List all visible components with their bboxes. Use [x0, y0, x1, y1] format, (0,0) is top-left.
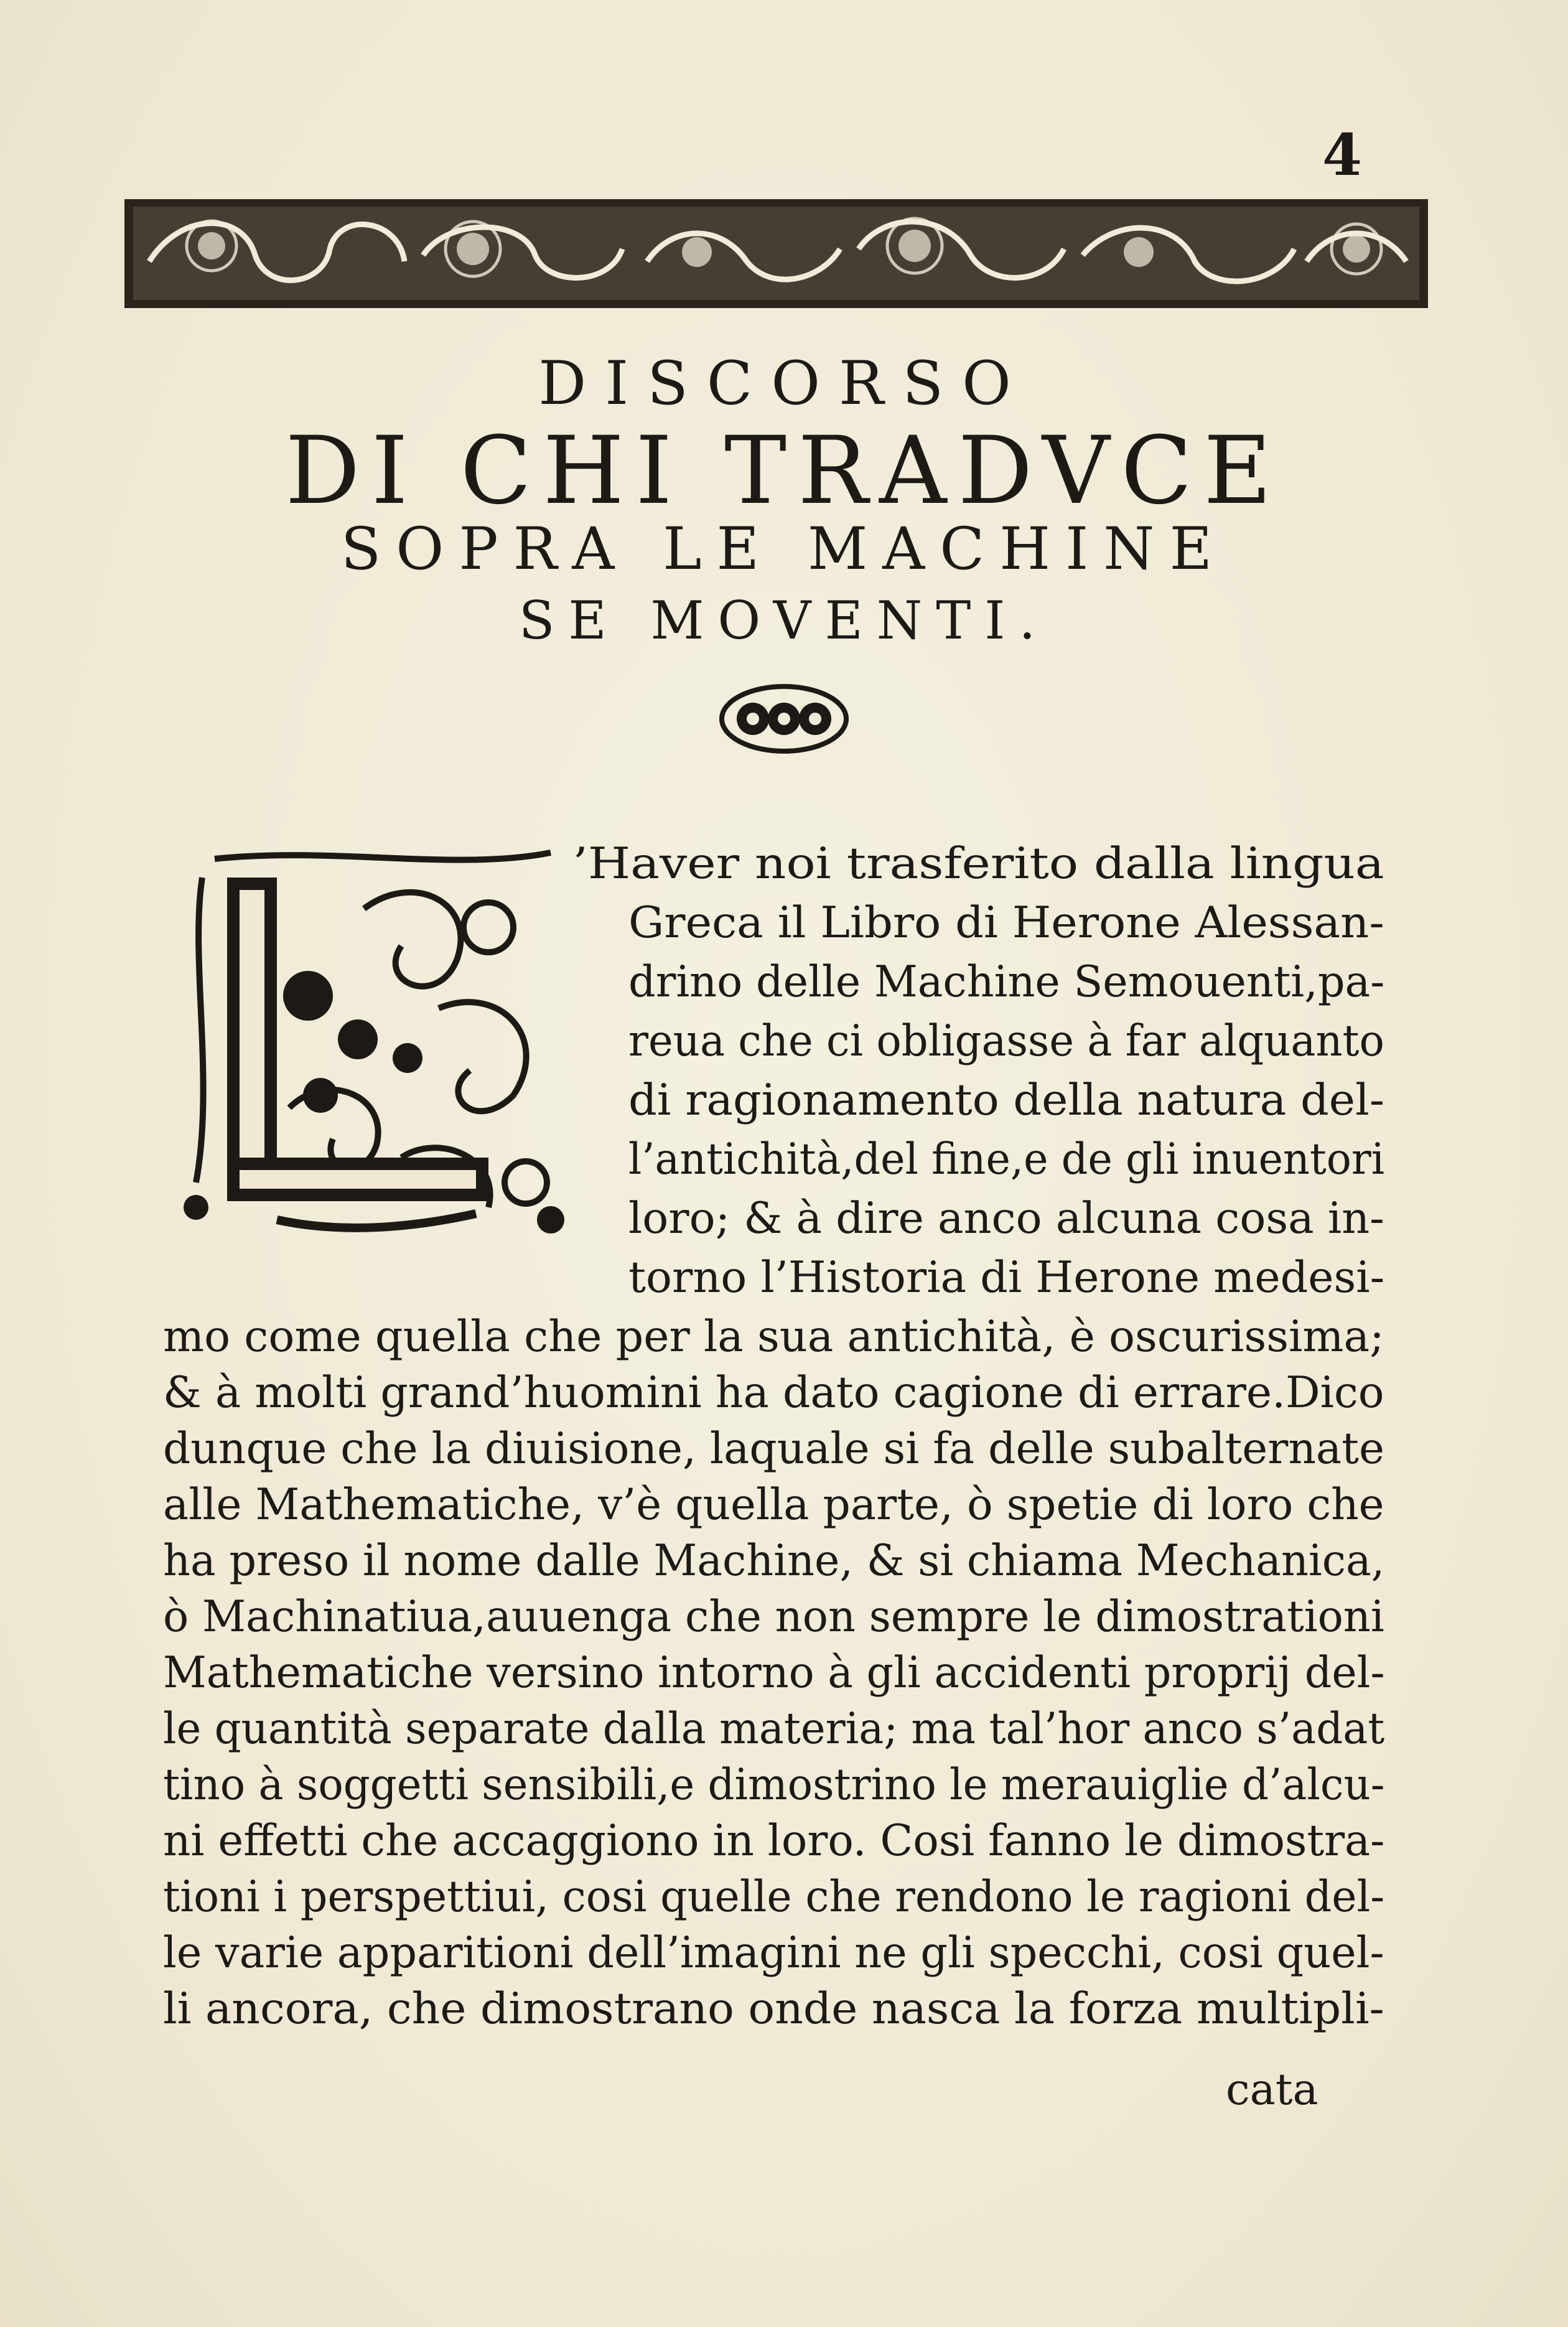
body-line-13: ha preso il nome dalle Machine, & si chiama Mechanica, — [163, 1536, 1385, 1586]
body-line-7: loro; & à dire anco alcuna cosa in- — [628, 1194, 1384, 1243]
body-line-19: tioni i perspettiui, cosi quelle che rendono le ragioni del- — [163, 1872, 1385, 1922]
title-sopra-le-machine: SOPRA LE MACHINE — [340, 515, 1228, 583]
title-semoventi: SE MOVENTI. — [518, 590, 1050, 651]
body-line-11: dunque che la diuisione, laquale si fa delle subalternate — [163, 1424, 1384, 1474]
body-line-4: reua che ci obligasse à far alquanto — [628, 1016, 1384, 1066]
body-line-18: ni effetti che accaggiono in loro. Cosi fanno le dimostra- — [163, 1816, 1385, 1866]
fleuron-ornament — [716, 678, 852, 759]
decorated-initial-l — [177, 834, 576, 1245]
body-line-2: Greca il Libro di Herone Alessan- — [628, 898, 1384, 948]
catchword: cata — [1226, 2065, 1318, 2115]
title-di-chi-traduce: DI CHI TRADVCE — [285, 417, 1283, 525]
body-line-15: Mathematiche versino intorno à gli accidenti proprij del- — [163, 1648, 1385, 1698]
title-discorso: DISCORSO — [538, 349, 1030, 418]
body-line-10: & à molti grand’huomini ha dato cagione di errare.Dico — [163, 1368, 1384, 1418]
body-line-3: drino delle Machine Semouenti,pa- — [628, 957, 1385, 1007]
body-line-14: ò Machinatiua,auuenga che non sempre le dimostrationi — [163, 1592, 1384, 1642]
body-line-12: alle Mathematiche, v’è quella parte, ò spetie di loro che — [163, 1480, 1384, 1530]
body-line-8: torno l’Historia di Herone medesi- — [628, 1253, 1385, 1303]
body-line-6: l’antichità,del fine,e de gli inuentori — [628, 1135, 1385, 1184]
body-line-17: tino à soggetti sensibili,e dimostrino le merauiglie d’alcu- — [163, 1760, 1385, 1810]
body-line-5: di ragionamento della natura del- — [628, 1075, 1384, 1125]
page-number: 4 — [1322, 121, 1363, 189]
body-line-21: li ancora, che dimostrano onde nasca la forza multipli- — [163, 1984, 1384, 2034]
body-line-1: ’Haver noi trasferito dalla lingua — [572, 839, 1384, 889]
body-line-16: le quantità separate dalla materia; ma tal’hor anco s’adat — [163, 1704, 1385, 1754]
woodcut-headpiece-ornament — [124, 187, 1428, 314]
body-line-9: mo come quella che per la sua antichità, è oscurissima; — [163, 1312, 1384, 1362]
body-line-20: le varie apparitioni dell’imagini ne gli specchi, cosi quel- — [163, 1928, 1384, 1978]
